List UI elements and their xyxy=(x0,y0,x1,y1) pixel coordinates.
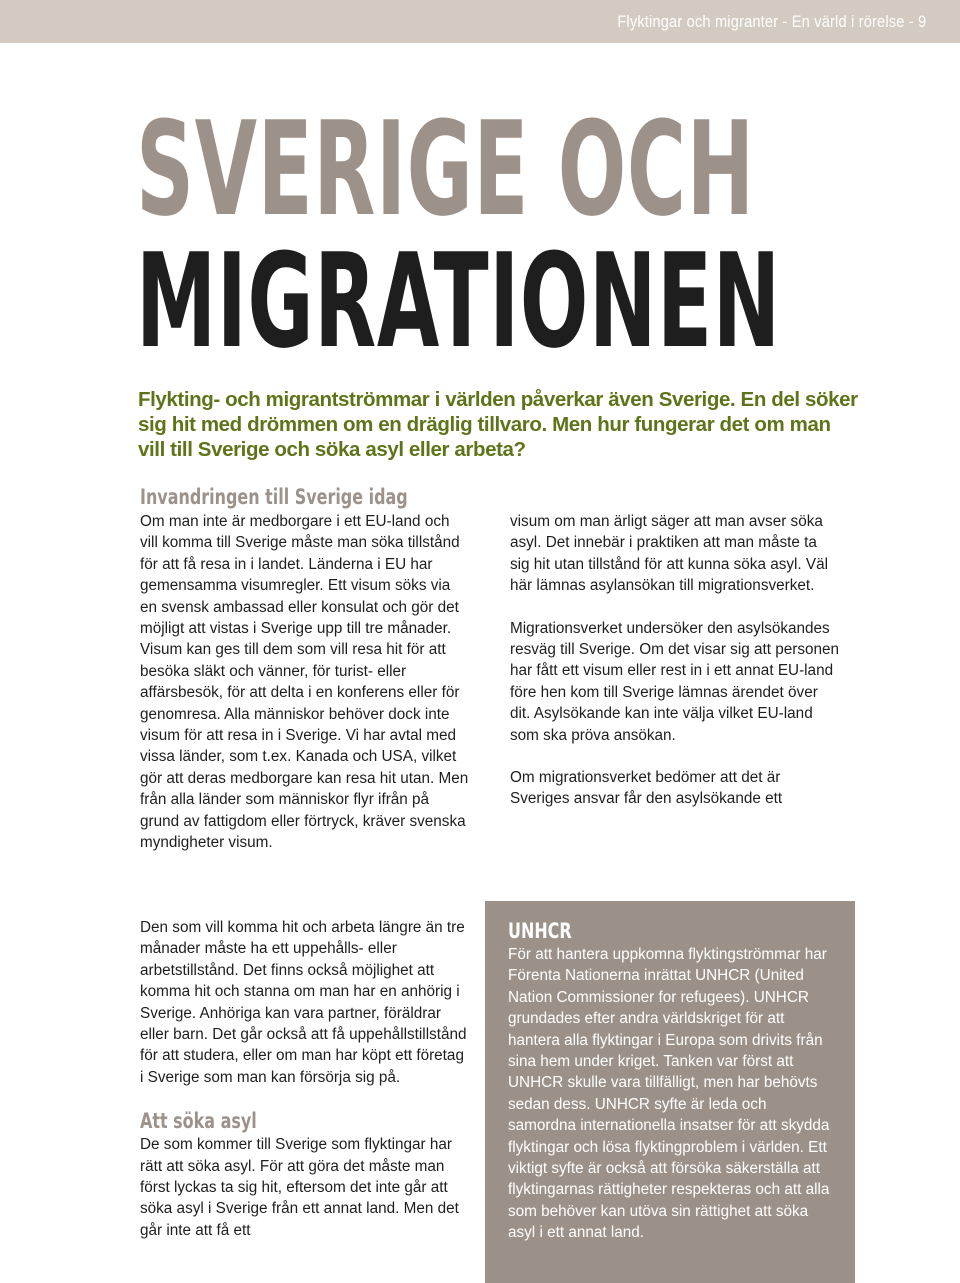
page-title-line-1: SVERIGE OCH xyxy=(136,93,755,245)
unhcr-info-box xyxy=(485,901,855,1283)
header-bar xyxy=(0,0,960,43)
right-column-paragraph-2: Migrationsverket undersöker den asylsökandes resväg till Sverige. Om det visar sig att personen har fått ett visum eller rest in i ett annat EU-land före hen kom till Sverige lämnas ärendet över dit. Asylsökande kan inte välja vilket EU-land som ska pröva ansökan. xyxy=(510,619,840,744)
work-body: Den som vill komma hit och arbeta längre än tre månader måste ha ett uppehålls- eller arbetstillstånd. Det finns också möjlighet att komma hit och stanna om man har en anhörig i Sverige. Anhöriga kan vara partner, föräldrar eller barn. Det går också att få uppehållstillstånd för att studera, eller om man har köpt ett företag i Sverige som man kan försörja sig på. xyxy=(140,919,467,1086)
asylum-heading: Att söka asyl xyxy=(140,1109,257,1134)
work-and-asylum-section xyxy=(140,917,470,1241)
unhcr-box-content xyxy=(508,918,838,1244)
unhcr-body: För att hantera uppkomna flyktingströmmar har Förenta Nationerna inrättat UNHCR (United Nation Commissioner for refugees). UNHCR grundades efter andra världskriget för att hantera alla flyktingar i Europa som drivits från sina hem under kriget. Tanken var först att UNHCR skulle vara tillfälligt, men har behövts sedan dess. UNHCR syfte är leda och samordna internationella insatser för att skydda flyktingar och lösa flyktingproblem i världen. Ett viktigt syfte är också att försöka säkerställa att flyktingarnas rättigheter respekteras och att alla som behöver kan utöva sin rättighet att söka asyl i ett annat land. xyxy=(508,946,830,1242)
right-column-paragraph-1: visum om man ärligt säger att man avser söka asyl. Det innebär i praktiken att man måste ta sig hit utan tillstånd för att kunna söka asyl. Väl här lämnas asylansökan till migrationsverket. xyxy=(510,513,829,595)
right-column xyxy=(510,511,840,810)
unhcr-heading: UNHCR xyxy=(508,919,572,943)
asylum-body: De som kommer till Sverige som flyktingar har rätt att söka asyl. För att göra det måste man först lyckas ta sig hit, eftersom det inte går att söka asyl i Sverige från ett annat land. Men det går inte att få ett xyxy=(140,1136,459,1239)
immigration-heading: Invandringen till Sverige idag xyxy=(140,485,408,509)
right-column-paragraph-3: Om migrationsverket bedömer att det är Sveriges ansvar får den asylsökande ett xyxy=(510,769,783,808)
running-title: Flyktingar och migranter - En värld i rörelse - 9 xyxy=(616,12,926,31)
immigration-section xyxy=(140,484,470,854)
immigration-body: Om man inte är medborgare i ett EU-land och vill komma till Sverige måste man söka tillstånd för att få resa in i landet. Länderna i EU har gemensamma visumregler. Ett visum söks via en svensk ambassad eller konsulat och gör det möjligt att vistas i Sverige upp till tre månader. Visum kan ges till dem som vill resa hit för att besöka släkt och vänner, för turist- eller affärsbesök, för att delta i en konferens eller för genomresa. Alla människor behöver dock inte visum för att resa in i Sverige. Vi har avtal med vissa länder, som t.ex. Kanada och USA, vilket gör att deras medborgare kan resa hit utan. Men från alla länder som människor flyr ifrån på grund av fattigdom eller förtryck, kräver svenska myndigheter visum. xyxy=(140,513,469,852)
page-title-line-2: MIGRATIONEN xyxy=(136,225,781,377)
lead-paragraph: Flykting- och migrantströmmar i världen påverkar även Sverige. En del söker sig hit med drömmen om en dräglig tillvaro. Men hur fungerar det om man vill till Sverige och söka asyl eller arbeta? xyxy=(138,388,858,461)
